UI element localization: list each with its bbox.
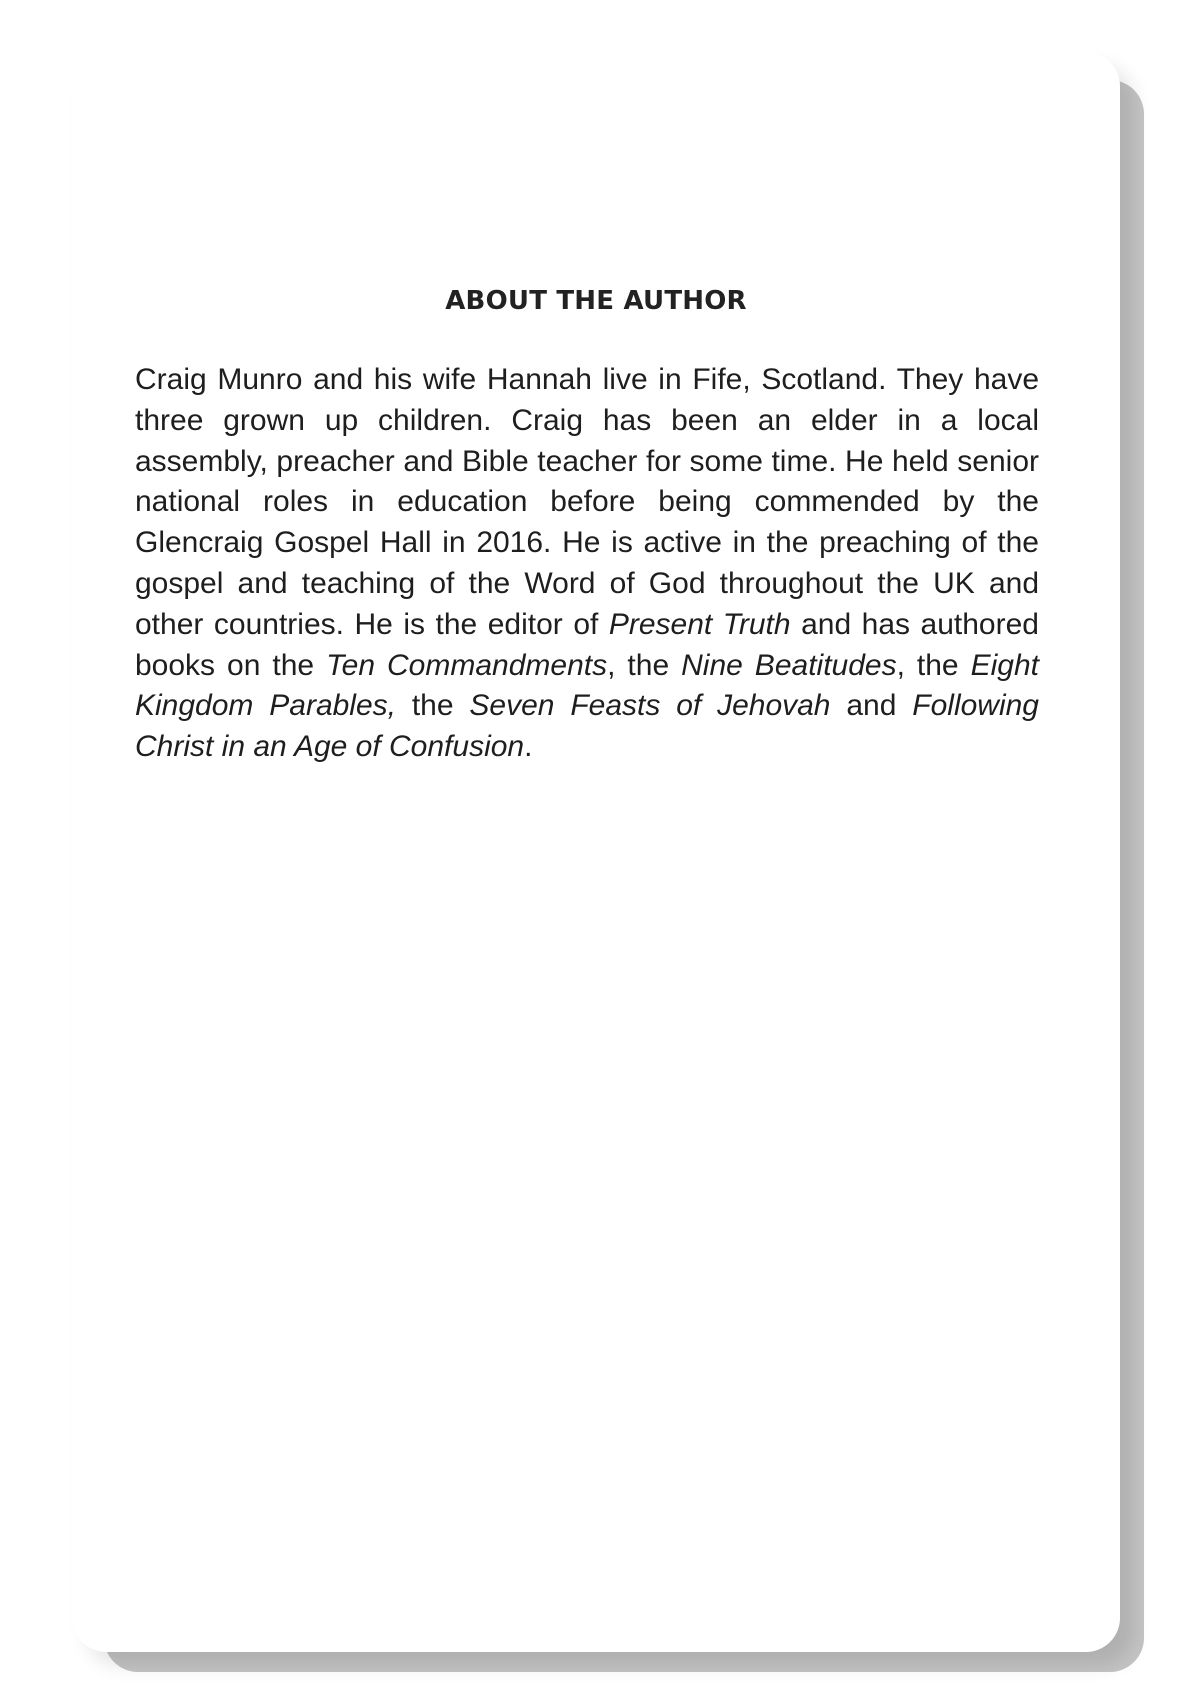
section-heading: ABOUT THE AUTHOR	[445, 286, 747, 316]
bio-text: , the	[607, 648, 682, 682]
bio-book-title: Ten Commandments	[326, 648, 608, 682]
bio-book-title: Present Truth	[608, 607, 791, 641]
bio-book-title: Nine Beatitudes	[681, 648, 897, 682]
bio-book-title: Seven Feasts of Jehovah	[469, 689, 831, 723]
bio-text: , the	[896, 648, 971, 682]
bio-text: .	[524, 730, 533, 764]
book-page	[72, 52, 1120, 1652]
bio-text: and	[830, 689, 913, 723]
bio-book-title: Following Christ in an Age of Confusion	[135, 689, 1039, 764]
bio-text: Craig Munro and his wife Hannah live in Fife, Scotland. They have three grown up children. Craig has been an elder in a local assembly, preacher and Bible teacher for some time. He held senior national roles in education before being commended by the Glencraig Gospel Hall in 2016. He is active in the preaching of the gospel and teaching of the Word of God throughout the UK and other countries. He is the editor of	[135, 363, 1039, 641]
author-bio-paragraph	[135, 360, 1039, 768]
bio-text: the	[396, 689, 470, 723]
bio-text: and has authored books on the	[135, 607, 1039, 682]
bio-book-title: Eight Kingdom Parables,	[135, 648, 1039, 723]
